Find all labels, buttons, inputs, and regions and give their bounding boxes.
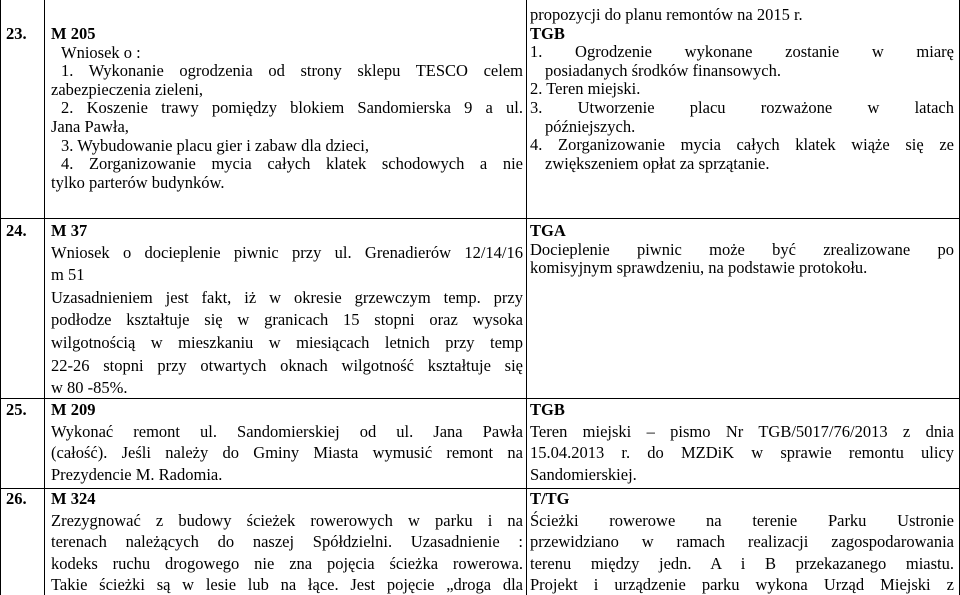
- response-code: TGB: [530, 23, 565, 43]
- proposal-line: Takie ścieżki są w lesie lub na łące. Jest pojęcie „droga dla: [51, 575, 523, 595]
- proposal-item-line: 1. Wykonanie ogrodzenia od strony sklepu TESCO celem: [61, 61, 523, 81]
- response-line: komisyjnym sprawdzeniu, na podstawie protokołu.: [530, 258, 868, 278]
- response-line: 15.04.2013 r. do MZDiK w sprawie remontu ulicy: [530, 443, 954, 463]
- row-number: 23.: [6, 24, 27, 43]
- row-divider: [0, 488, 960, 489]
- proposal-line: m 51: [51, 265, 85, 285]
- proposal-line: terenach należących do naszej Spółdzielni. Uzasadnienie :: [51, 532, 523, 552]
- row-number: 25.: [6, 400, 27, 419]
- response-code: TGA: [530, 221, 566, 240]
- response-item-line: posiadanych środków finansowych.: [545, 60, 781, 80]
- response-cell: [530, 401, 954, 484]
- response-item-line: 3. Utworzenie placu rozważone w latach: [530, 97, 954, 117]
- row-divider: [0, 218, 960, 219]
- proposal-line: Uzasadnieniem jest fakt, iż w okresie grzewczym temp. przy: [51, 287, 523, 307]
- response-cell: [530, 490, 954, 595]
- response-carryover-line: propozycji do planu remontów na 2015 r.: [530, 5, 803, 24]
- proposal-line: Wniosek o docieplenie piwnic przy ul. Grenadierów 12/14/16: [51, 242, 523, 262]
- proposal-code: M 209: [51, 400, 96, 419]
- response-line: przewidziano w ramach realizacji zagospodarowania: [530, 532, 954, 552]
- proposal-item-line: Jana Pawła,: [51, 116, 129, 136]
- response-item-line: 4. Zorganizowanie mycia całych klatek wiąże się ze: [530, 135, 954, 155]
- proposal-line: wilgotnością w mieszkaniu w miesiącach letnich przy temp: [51, 332, 523, 352]
- proposal-item-line: zabezpieczenia zieleni,: [51, 79, 204, 99]
- row-number: 24.: [6, 221, 27, 240]
- proposal-line: kodeks ruchu drogowego nie zna pojęcia ścieżka rowerowa.: [51, 553, 523, 573]
- column-divider-num: [44, 0, 45, 595]
- response-line: Teren miejski – pismo Nr TGB/5017/76/2013 z dnia: [530, 421, 954, 441]
- proposal-cell: [51, 222, 523, 398]
- response-line: Projekt i urządzenie parku wykona Urząd Miejski z: [530, 575, 954, 595]
- proposal-item-line: tylko parterów budynków.: [51, 172, 225, 192]
- response-cell: [530, 222, 954, 278]
- proposal-code: M 37: [51, 221, 88, 240]
- response-item-line: 2. Teren miejski.: [530, 79, 641, 99]
- proposal-line: (całość). Jeśli należy do Gminy Miasta wymusić remont na: [51, 443, 523, 463]
- response-item-line: zwiększeniem opłat za sprzątanie.: [545, 153, 770, 173]
- row-number: 26.: [6, 489, 27, 508]
- proposal-cell: [51, 490, 523, 595]
- proposal-line: 22-26 stopni przy otwartych oknach wilgotność kształtuje się: [51, 355, 523, 375]
- proposal-line: Zrezygnować z budowy ścieżek rowerowych w parku i na: [51, 510, 523, 530]
- table-border-left: [0, 0, 1, 595]
- proposal-item-line: 2. Koszenie trawy pomiędzy blokiem Sandomierska 9 a ul.: [61, 98, 523, 118]
- response-item-line: późniejszych.: [545, 116, 636, 136]
- response-line: Ścieżki rowerowe na terenie Parku Ustronie: [530, 510, 954, 530]
- proposal-line: w 80 -85%.: [51, 378, 128, 398]
- response-code: TGB: [530, 400, 565, 419]
- response-line: Sandomierskiej.: [530, 464, 637, 484]
- proposal-line: podłodze kształtuje się w granicach 15 stopni oraz wysoka: [51, 310, 523, 330]
- proposal-cell: [51, 25, 523, 192]
- proposal-code: M 205: [51, 24, 96, 43]
- response-item-line: 1. Ogrodzenie wykonane zostanie w miarę: [530, 42, 954, 62]
- row-divider: [0, 398, 960, 399]
- response-line: terenu między jedn. A i B przekazanego miastu.: [530, 553, 954, 573]
- proposal-line: Prezydencie M. Radomia.: [51, 464, 223, 484]
- response-code: T/TG: [530, 489, 570, 508]
- response-line: Docieplenie piwnic może być zrealizowane po: [530, 239, 954, 259]
- proposal-item-line: 3. Wybudowanie placu gier i zabaw dla dzieci,: [61, 135, 369, 155]
- proposal-cell: [51, 401, 523, 484]
- proposal-line: Wykonać remont ul. Sandomierskiej od ul. Jana Pawła: [51, 421, 523, 441]
- proposal-intro: Wniosek o :: [61, 42, 141, 62]
- column-divider-response: [526, 0, 527, 595]
- proposal-item-line: 4. Zorganizowanie mycia całych klatek schodowych a nie: [61, 154, 523, 174]
- proposal-code: M 324: [51, 489, 96, 508]
- response-cell: [530, 6, 954, 173]
